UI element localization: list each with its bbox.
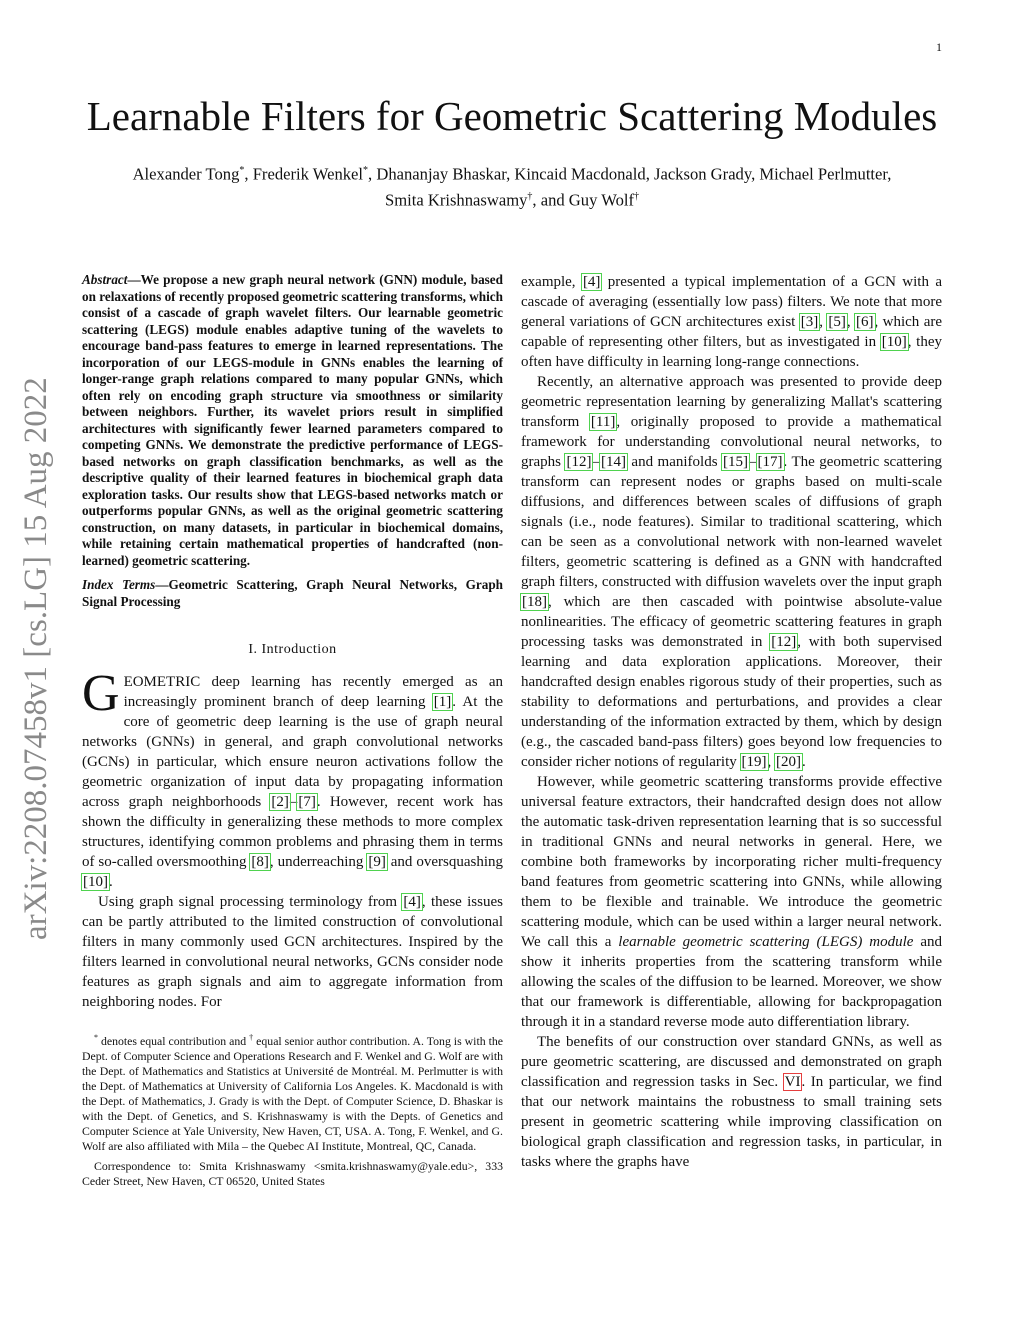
citation-link[interactable]: [14]	[600, 454, 626, 470]
text-run: ,	[767, 754, 776, 770]
index-terms-lead: Index Terms	[82, 577, 156, 592]
right-column	[521, 272, 942, 1172]
citation-link[interactable]: [9]	[368, 854, 386, 870]
index-terms-text: —Geometric Scattering, Graph Neural Networks, Graph Signal Processing	[82, 577, 503, 609]
citation-link[interactable]: [3]	[800, 314, 819, 330]
citation-link[interactable]: [18]	[522, 594, 547, 610]
text-run: ,	[819, 314, 828, 330]
author-text: Alexander Tong	[132, 164, 240, 184]
author-mark: *	[363, 165, 369, 176]
text-run: , they often have difficulty in learning long-range connections.	[521, 334, 942, 370]
author-text: , Dhananjay Bhaskar, Kincaid Macdonald, Jackson Grady, Michael Perlmutter,	[368, 164, 892, 184]
citation-link[interactable]: [15]	[723, 454, 749, 470]
citation-link[interactable]: [8]	[251, 854, 269, 870]
footnote-affiliations	[82, 1030, 503, 1154]
section-reference-link[interactable]: VI	[784, 1074, 801, 1090]
text-run: . At the core of geometric deep learning is the use of graph neural networks (GNNs) in general, and graph convolutional networks (GCNs) in particular, which ensure neuron activations follow the geometric organization of input data by propagating information across graph neighborhoods	[82, 694, 504, 810]
left-column	[82, 272, 503, 1189]
text-run: However, while geometric scattering transforms provide effective universal feature extractors, their handcrafted design does not allow the automatic task-driven representation learning that is so successful in traditional GNNs and neural networks in general. Here, we combine both frameworks by incorporating richer multi-frequency band features from geometric scattering into GNNs, while allowing them to be flexible and trainable. We introduce the geometric scattering module, which can be used within a larger neural network. We call this a	[521, 774, 942, 950]
text-run: , with both supervised learning and data exploration applications. Moreover, their handcrafted design enables rigorous study of their properties, such as stability to deformations and perturbations, and provides a clear understanding of the information extracted by them, which by design (e.g., the cascaded band-pass filters) goes beyond low frequencies to consider richer notions of regularity	[521, 634, 942, 770]
index-terms	[82, 577, 503, 610]
citation-link[interactable]: [4]	[582, 274, 601, 290]
footnote-correspondence: Correspondence to: Smita Krishnaswamy <smita.krishnaswamy@yale.edu>, 333 Ceder Street, New Haven, CT 06520, United States	[82, 1158, 503, 1188]
text-run: Recently, an alternative approach was presented to provide deep geometric representation learning by generalizing Mallat's scattering transform	[521, 374, 942, 430]
text-run: and oversquashing	[386, 854, 503, 870]
text-run: , originally proposed to provide a mathematical framework for understanding convolutional neural networks, to graphs	[521, 414, 942, 470]
citation-link[interactable]: [7]	[298, 794, 316, 810]
text-run: and manifolds	[626, 454, 723, 470]
author-text: Smita Krishnaswamy	[384, 190, 528, 210]
text-run: ,	[846, 314, 856, 330]
text-run: .	[109, 874, 113, 890]
text-run: .	[802, 754, 806, 770]
footnote-mark: *	[94, 1033, 98, 1042]
text-run: presented a typical implementation of a GCN with a cascade of averaging (essentially low pass) filters. We note that more general variations of GCN architectures exist	[521, 274, 942, 330]
text-run: equal senior author contribution. A. Tong is with the Dept. of Computer Science and Operations Research and F. Wenkel and G. Wolf are with the Dept. of Mathematics and Statistics at Université de Montréal. M. Perlmutter is with the Dept. of Mathematics at University of California Los Angeles. K. Macdonald is with the Dept. of Mathematics, J. Grady is with the Dept. of Computer Science, D. Bhaskar is with the Dept. of Genetics, and S. Krishnaswamy is with the Depts. of Genetics and Computer Science at Yale University, New Haven, CT, USA. A. Tong, F. Wenkel, and G. Wolf are also affiliated with Mila – the Quebec AI Institute, Montreal, QC, Canada.	[82, 1033, 504, 1153]
text-run: denotes equal contribution and	[98, 1033, 250, 1048]
text-run: . The geometric scattering transform can represent nodes or graphs based on multi-scale diffusions, and differences between scales of diffusions of graph signals (i.e., node features). Similar to traditional scattering, which can be seen as a convolutional network with non-learned wavelet filters, geometric scattering is defined as a GNN with handcrafted graph filters, constructed with diffusion wavelets over the input graph	[521, 454, 943, 590]
text-run: –	[592, 454, 600, 470]
author-text: , Frederik Wenkel	[244, 164, 364, 184]
paper-title: Learnable Filters for Geometric Scattering Modules	[86, 93, 938, 139]
text-run: . In particular, we find that our network maintains the robustness to small training sets present in geometric scattering while improving classification on biological graph classification and regression tasks, in particular, in tasks where the graphs have	[521, 1074, 943, 1170]
text-run: , which are then cascaded with pointwise absolute-value nonlinearities. The efficacy of geometric scattering features in graph processing tasks was demonstrated in	[521, 594, 942, 650]
text-run: –	[289, 794, 298, 810]
abstract-lead: Abstract	[82, 272, 128, 287]
citation-link[interactable]: [19]	[741, 754, 767, 770]
citation-link[interactable]: [10]	[881, 334, 907, 350]
citation-link[interactable]: [11]	[590, 414, 616, 430]
author-mark: *	[239, 165, 245, 176]
author-mark: †	[527, 190, 533, 202]
abstract-text: —We propose a new graph neural network (GNN) module, based on relaxations of recently proposed geometric scattering transforms, which consist of a cascade of graph wavelet filters. Our learnable geometric scattering (LEGS) module enables adaptive tuning of the wavelets to encourage band-pass features to emerge in learned representations. The incorporation of our LEGS-module in GNNs enables the learning of longer-range graph relations compared to many popular GNNs, which often rely on encoding graph structure via smoothness or similarity between neighbors. Further, its wavelet priors result in simplified architectures with significantly fewer learned parameters compared to competing GNNs. We demonstrate the predictive performance of LEGS-based networks on graph classification benchmarks, as well as the descriptive quality of their learned features in biochemical graph data exploration tasks. Our results show that LEGS-based networks match or outperforms popular GNNs, as well as the original geometric scattering construction, on many datasets, in particular in biochemical domains, while retaining certain mathematical properties of handcrafted (non-learned) geometric scattering.	[82, 272, 503, 568]
body-paragraph-1	[521, 272, 942, 372]
text-run: –	[749, 454, 757, 470]
section-heading-introduction: I. Introduction	[248, 642, 337, 657]
citation-link[interactable]: [4]	[403, 894, 421, 910]
abstract	[82, 272, 503, 569]
citation-link[interactable]: [12]	[566, 454, 592, 470]
citation-link[interactable]: [5]	[828, 314, 846, 330]
text-run: example,	[521, 274, 582, 290]
page-number: 1	[936, 40, 942, 54]
text-run: Using graph signal processing terminology from	[98, 894, 403, 910]
intro-paragraph-1	[82, 665, 504, 892]
footnote	[82, 1030, 503, 1189]
text-run: , these issues can be partly attributed to the limited construction of convolutional filters in many commonly used GCN architectures. Inspired by the filters learned in convolutional neural networks, GCNs consider node features as graph signals and aim to aggregate information from neighboring nodes. For	[82, 894, 503, 1010]
footnote-mark: †	[249, 1033, 254, 1042]
citation-link[interactable]: [1]	[433, 694, 452, 710]
author-mark: †	[634, 190, 640, 202]
citation-link[interactable]: [17]	[757, 454, 783, 470]
citation-link[interactable]: [6]	[856, 314, 874, 330]
citation-link[interactable]: [2]	[271, 794, 289, 810]
author-list	[70, 160, 954, 211]
intro-paragraph-2	[82, 892, 503, 1012]
text-run: and show it inherits properties from the scattering transform while allowing the scales of the diffusion to be learned. Moreover, we show that our framework is differentiable, allowing for backpropagation through it in a standard reverse mode auto differentiation library.	[521, 934, 942, 1030]
drop-cap: G	[82, 665, 120, 722]
citation-link[interactable]: [20]	[776, 754, 802, 770]
arxiv-identifier-stamp[interactable]: arXiv:2208.07458v1 [cs.LG] 15 Aug 2022	[18, 377, 54, 940]
text-run: The benefits of our construction over standard GNNs, as well as pure geometric scattering, are discussed and demonstrated on graph classification and regression tasks in Sec.	[521, 1034, 942, 1090]
emphasis-text: learnable geometric scattering (LEGS) module	[618, 934, 914, 950]
text-run: . However, recent work has shown the difficulty in generalizing these methods to more complex structures, identifying common problems and phrasing them in terms of so-called oversmoothing	[82, 794, 504, 870]
body-paragraph-2	[521, 372, 942, 772]
text-run: , underreaching	[269, 854, 368, 870]
citation-link[interactable]: [12]	[771, 634, 797, 650]
text-run: EOMETRIC deep learning has recently emerged as an increasingly prominent branch of deep learning	[123, 674, 503, 710]
text-run: , which are capable of representing other filters, but as investigated in	[521, 314, 943, 350]
author-text: , and Guy Wolf	[532, 190, 635, 210]
citation-link[interactable]: [10]	[83, 874, 108, 890]
body-paragraph-3	[521, 772, 942, 1032]
body-paragraph-4	[521, 1032, 942, 1172]
